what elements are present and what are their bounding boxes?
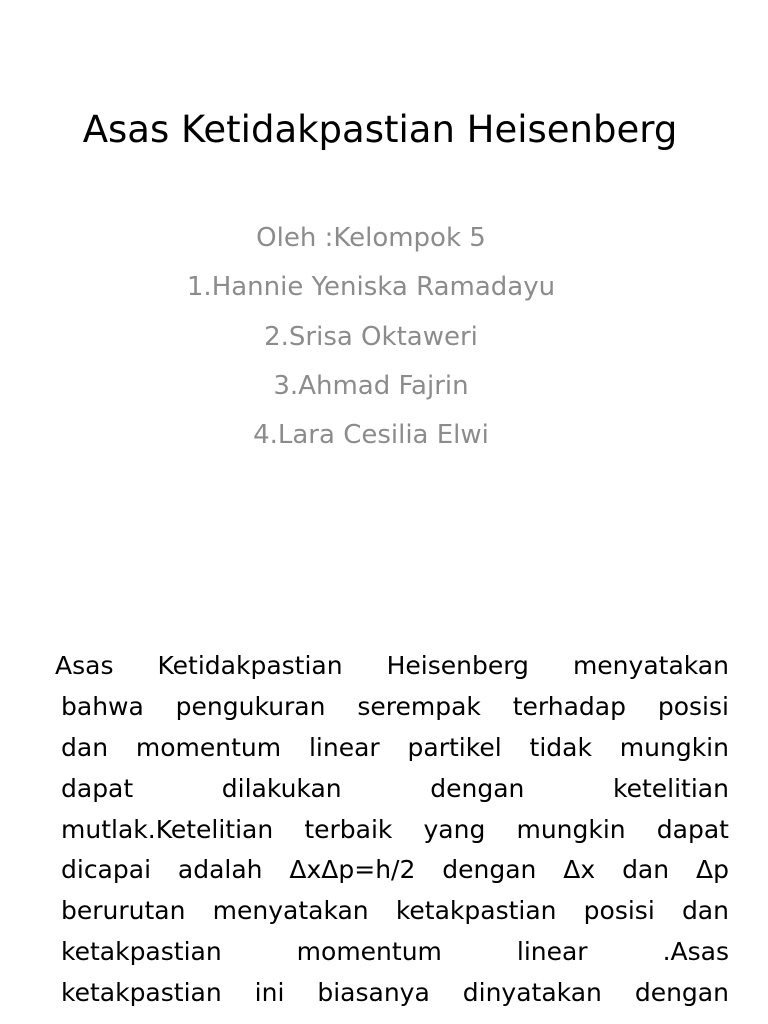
slide-subtitle bbox=[0, 214, 742, 460]
paragraph-word: dan bbox=[681, 896, 729, 926]
paragraph-word: Asas bbox=[55, 651, 114, 680]
paragraph-word: posisi bbox=[583, 896, 655, 926]
paragraph-word: mutlak.Ketelitian bbox=[61, 814, 274, 844]
paragraph-word: biasanya bbox=[317, 978, 430, 1008]
paragraph-word: adalah bbox=[177, 855, 263, 885]
paragraph-line bbox=[61, 973, 729, 1014]
paragraph-word: mungkin bbox=[516, 814, 626, 844]
paragraph-line bbox=[61, 850, 729, 891]
paragraph-word: dan bbox=[622, 855, 670, 885]
paragraph-word: dan bbox=[61, 732, 109, 762]
content-slide bbox=[0, 576, 768, 1024]
paragraph-word: pengukuran bbox=[175, 691, 326, 721]
paragraph-word: ketakpastian bbox=[61, 978, 222, 1008]
paragraph-word: posisi bbox=[657, 691, 729, 721]
paragraph-word: ketakpastian bbox=[395, 896, 557, 926]
paragraph-word: mungkin bbox=[619, 732, 729, 762]
paragraph-word: ini bbox=[254, 978, 285, 1008]
paragraph-word: dicapai bbox=[61, 855, 152, 885]
paragraph-word: ketakpastian bbox=[61, 937, 222, 967]
subtitle-line-member-2: 2.Srisa Oktaweri bbox=[264, 321, 478, 352]
subtitle-line-group: Oleh :Kelompok 5 bbox=[256, 223, 486, 253]
paragraph-line bbox=[55, 646, 729, 687]
paragraph-line bbox=[61, 891, 729, 932]
paragraph-line bbox=[61, 932, 729, 973]
paragraph-word: partikel bbox=[407, 732, 502, 762]
paragraph-line bbox=[61, 769, 729, 810]
paragraph-word: dilakukan bbox=[221, 773, 342, 803]
paragraph-word: menyatakan bbox=[572, 651, 729, 680]
paragraph-word: .Asas bbox=[662, 937, 729, 967]
paragraph-word: Heisenberg bbox=[386, 651, 529, 680]
paragraph-word: momentum bbox=[296, 937, 442, 967]
paragraph-word: bahwa bbox=[61, 691, 144, 721]
subtitle-line-member-4: 4.Lara Cesilia Elwi bbox=[253, 420, 489, 451]
paragraph-word: dengan bbox=[430, 773, 525, 803]
paragraph-word: momentum bbox=[135, 732, 282, 762]
paragraph-line bbox=[61, 810, 729, 851]
paragraph-word: Δx bbox=[563, 855, 596, 885]
subtitle-line-member-1: 1.Hannie Yeniska Ramadayu bbox=[186, 272, 556, 303]
paragraph-word: ketelitian bbox=[613, 773, 729, 803]
paragraph-word: yang bbox=[423, 814, 486, 844]
body-paragraph bbox=[55, 646, 729, 1014]
paragraph-word: linear bbox=[308, 732, 380, 762]
slide-title: Asas Ketidakpastian Heisenberg bbox=[82, 108, 678, 151]
paragraph-word: Δp bbox=[695, 855, 729, 885]
paragraph-word: terhadap bbox=[512, 691, 626, 721]
paragraph-word: ΔxΔp=h/2 bbox=[289, 855, 416, 885]
paragraph-word: berurutan bbox=[61, 896, 186, 926]
paragraph-word: menyatakan bbox=[212, 896, 369, 926]
subtitle-line-member-3: 3.Ahmad Fajrin bbox=[273, 370, 469, 401]
paragraph-word: Ketidakpastian bbox=[157, 651, 343, 680]
paragraph-word: dapat bbox=[61, 773, 134, 803]
paragraph-word: dengan bbox=[442, 855, 537, 885]
paragraph-word: serempak bbox=[357, 691, 481, 721]
paragraph-line bbox=[61, 728, 729, 769]
paragraph-word: linear bbox=[516, 937, 588, 967]
paragraph-word: terbaik bbox=[304, 814, 393, 844]
paragraph-line bbox=[61, 687, 729, 728]
paragraph-word: dapat bbox=[656, 814, 729, 844]
paragraph-word: tidak bbox=[529, 732, 592, 762]
paragraph-word: dengan bbox=[634, 978, 729, 1008]
paragraph-word: dinyatakan bbox=[462, 978, 602, 1008]
